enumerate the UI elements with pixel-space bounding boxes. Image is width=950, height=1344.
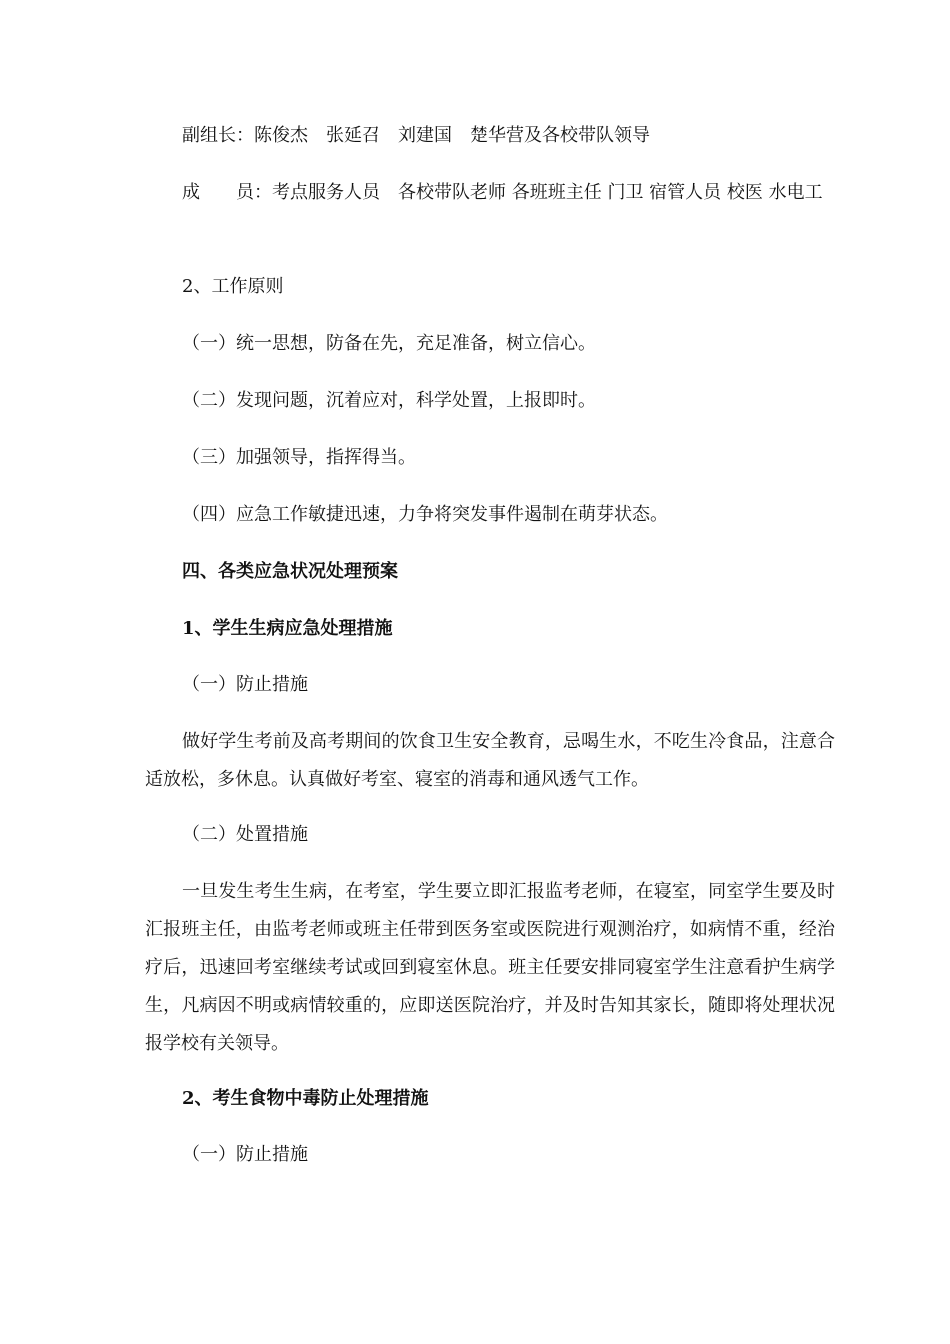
principle-item-1: （一）统一思想，防备在先，充足准备，树立信心。 bbox=[182, 333, 596, 354]
section-4-heading: 四、各类应急状况处理预案 bbox=[182, 561, 398, 582]
members-line: 成 员：考点服务人员 各校带队老师 各班班主任 门卫 宿管人员 校医 水电工 bbox=[182, 182, 823, 203]
principle-item-4: （四）应急工作敏捷迅速，力争将突发事件遏制在萌芽状态。 bbox=[182, 504, 668, 525]
subsection-1-heading: 1、学生生病应急处理措施 bbox=[182, 618, 393, 639]
subsection-2-heading: 2、考生食物中毒防止处理措施 bbox=[182, 1088, 429, 1109]
subsection-1-prevent-heading: （一）防止措施 bbox=[182, 674, 308, 695]
principle-item-2: （二）发现问题，沉着应对，科学处置，上报即时。 bbox=[182, 390, 596, 411]
work-principles-heading: 2、工作原则 bbox=[182, 276, 284, 297]
subsection-1-handle-body: 一旦发生考生生病，在考室，学生要立即汇报监考老师，在寝室，同室学生要及时汇报班主任，由监考老师或班主任带到医务室或医院进行观测治疗，如病情不重，经治疗后，迅速回考室继续考试或回到寝室休息。班主任要安排同寝室学生注意看护生病学生，凡病因不明或病情较重的，应即送医院治疗，并及时告知其家长，随即将处理状况报学校有关领导。 bbox=[145, 881, 835, 1054]
subsection-1-handle-heading: （二）处置措施 bbox=[182, 824, 308, 845]
subsection-1-prevent-body: 做好学生考前及高考期间的饮食卫生安全教育，忌喝生水，不吃生冷食品，注意合适放松，多休息。认真做好考室、寝室的消毒和通风透气工作。 bbox=[145, 731, 835, 790]
principle-item-3: （三）加强领导，指挥得当。 bbox=[182, 447, 416, 468]
subsection-2-prevent-heading: （一）防止措施 bbox=[182, 1144, 308, 1165]
deputy-leader-line: 副组长：陈俊杰 张延召 刘建国 楚华营及各校带队领导 bbox=[182, 125, 650, 146]
